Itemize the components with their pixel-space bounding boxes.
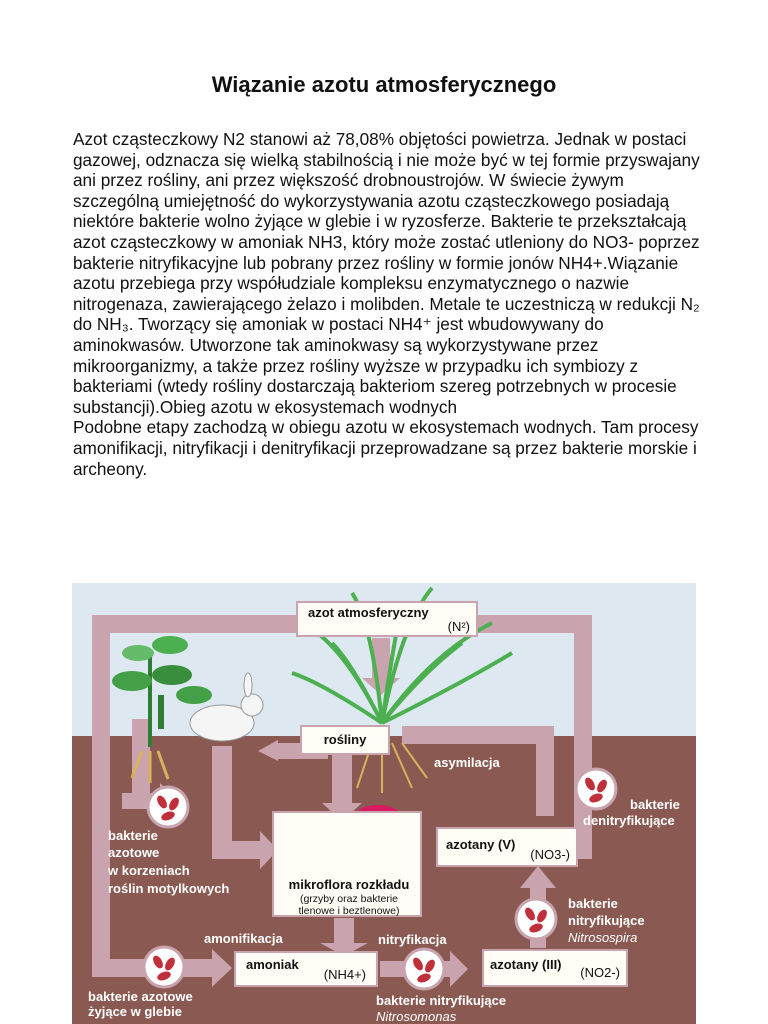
nitrogen-cycle-diagram (72, 583, 696, 1024)
plants-box: rośliny (300, 725, 390, 755)
root-bacteria-label-3: w korzeniach (108, 863, 190, 878)
n2-box (296, 601, 478, 637)
bacteria-icon (404, 949, 444, 989)
microflora-title: mikroflora rozkładu (288, 877, 410, 892)
n2-formula: (N²) (447, 619, 470, 634)
root-bacteria-label-4: roślin motylkowych (108, 881, 230, 896)
bacteria-icon (516, 899, 556, 939)
ammonia-formula: (NH4+) (323, 967, 366, 982)
nitrifying-label-1: bakterie (568, 896, 618, 911)
nitrates-v-box (436, 827, 578, 867)
page-title: Wiązanie azotu atmosferycznego (211, 72, 557, 97)
bacteria-icon (576, 769, 616, 809)
nitrites-name: azotany (III) (490, 957, 562, 972)
nitrates-v-formula: (NO3-) (530, 847, 570, 862)
ammonia-name: amoniak (246, 957, 299, 972)
nitrosomonas-label: Nitrosomonas (376, 1009, 457, 1024)
bacteria-icon (148, 787, 188, 827)
nitrosospira-label: Nitrosospira (568, 930, 638, 945)
root-bacteria-label-2: azotowe (108, 845, 160, 860)
soil-bacteria-label-2: żyjące w glebie (88, 1004, 182, 1019)
assimilation-label: asymilacja (434, 755, 500, 770)
paragraph: Podobne etapy zachodzą w obiegu azotu w ekosystemach wodnych. Tam procesy amonifikacji, nitryfikacji i denitryfikacji przeprowadzane są przez bakterie morskie i archeony. (73, 417, 699, 479)
denitrifying-label-1: bakterie (630, 797, 680, 812)
microflora-sub-2: tlenowe i beztlenowe) (298, 905, 400, 917)
nitrifying-label-2: nitryfikujące (568, 913, 645, 928)
microflora-sub-1: (grzyby oraz bakterie (299, 893, 399, 905)
bacteria-icon (144, 947, 184, 987)
paragraph: Azot cząsteczkowy N2 stanowi aż 78,08% objętości powietrza. Jednak w postaci gazowej, odznacza się wielką stabilnością i nie może być w tej formie przyswajany ani przez rośliny, ani przez większość drobnoustrojów. W świecie żywym szczególną umiejętność do wykorzystywania azotu cząsteczkowego posiadają niektóre bakterie wolno żyjące w glebie i w ryzosferze. Bakterie te przekształcają azot cząsteczkowy w amoniak NH3, który może zostać utleniony do NO3- poprzez bakterie nitryfikacyjne lub pobrany przez rośliny w formie jonów NH4+.Wiązanie azotu przebiega przy współudziale kompleksu enzymatycznego o nazwie nitrogenaza, zawierającego żelazo i molibden. Metale te uczestniczą w redukcji N₂ do NH₃. Tworzący się amoniak w postaci NH4⁺ jest wbudowywany do aminokwasów. Utworzone tak aminokwasy są wykorzystywane przez mikroorganizmy, a także przez rośliny wyższe w przypadku ich symbiozy z bakteriami (wtedy rośliny dostarczają bakteriom szereg potrzebnych w procesie substancji).Obieg azotu w ekosystemach wodnych (73, 129, 700, 417)
ammonification-label: amonifikacja (204, 931, 283, 946)
article-body (73, 129, 701, 479)
microflora-box (272, 811, 422, 917)
root-bacteria-label-1: bakterie (108, 828, 158, 843)
soil-bacteria-label-1: bakterie azotowe (88, 989, 193, 1004)
denitrifying-label-2: denitryfikujące (583, 813, 675, 828)
nitrification-label: nitryfikacja (378, 932, 447, 947)
nitrites-box (482, 949, 628, 987)
n2-name: azot atmosferyczny (308, 605, 429, 620)
nitrites-formula: (NO2-) (580, 965, 620, 980)
nitrates-v-name: azotany (V) (446, 837, 516, 852)
nitrifying-bottom-label: bakterie nitryfikujące (376, 993, 507, 1008)
ammonia-box (234, 951, 378, 987)
